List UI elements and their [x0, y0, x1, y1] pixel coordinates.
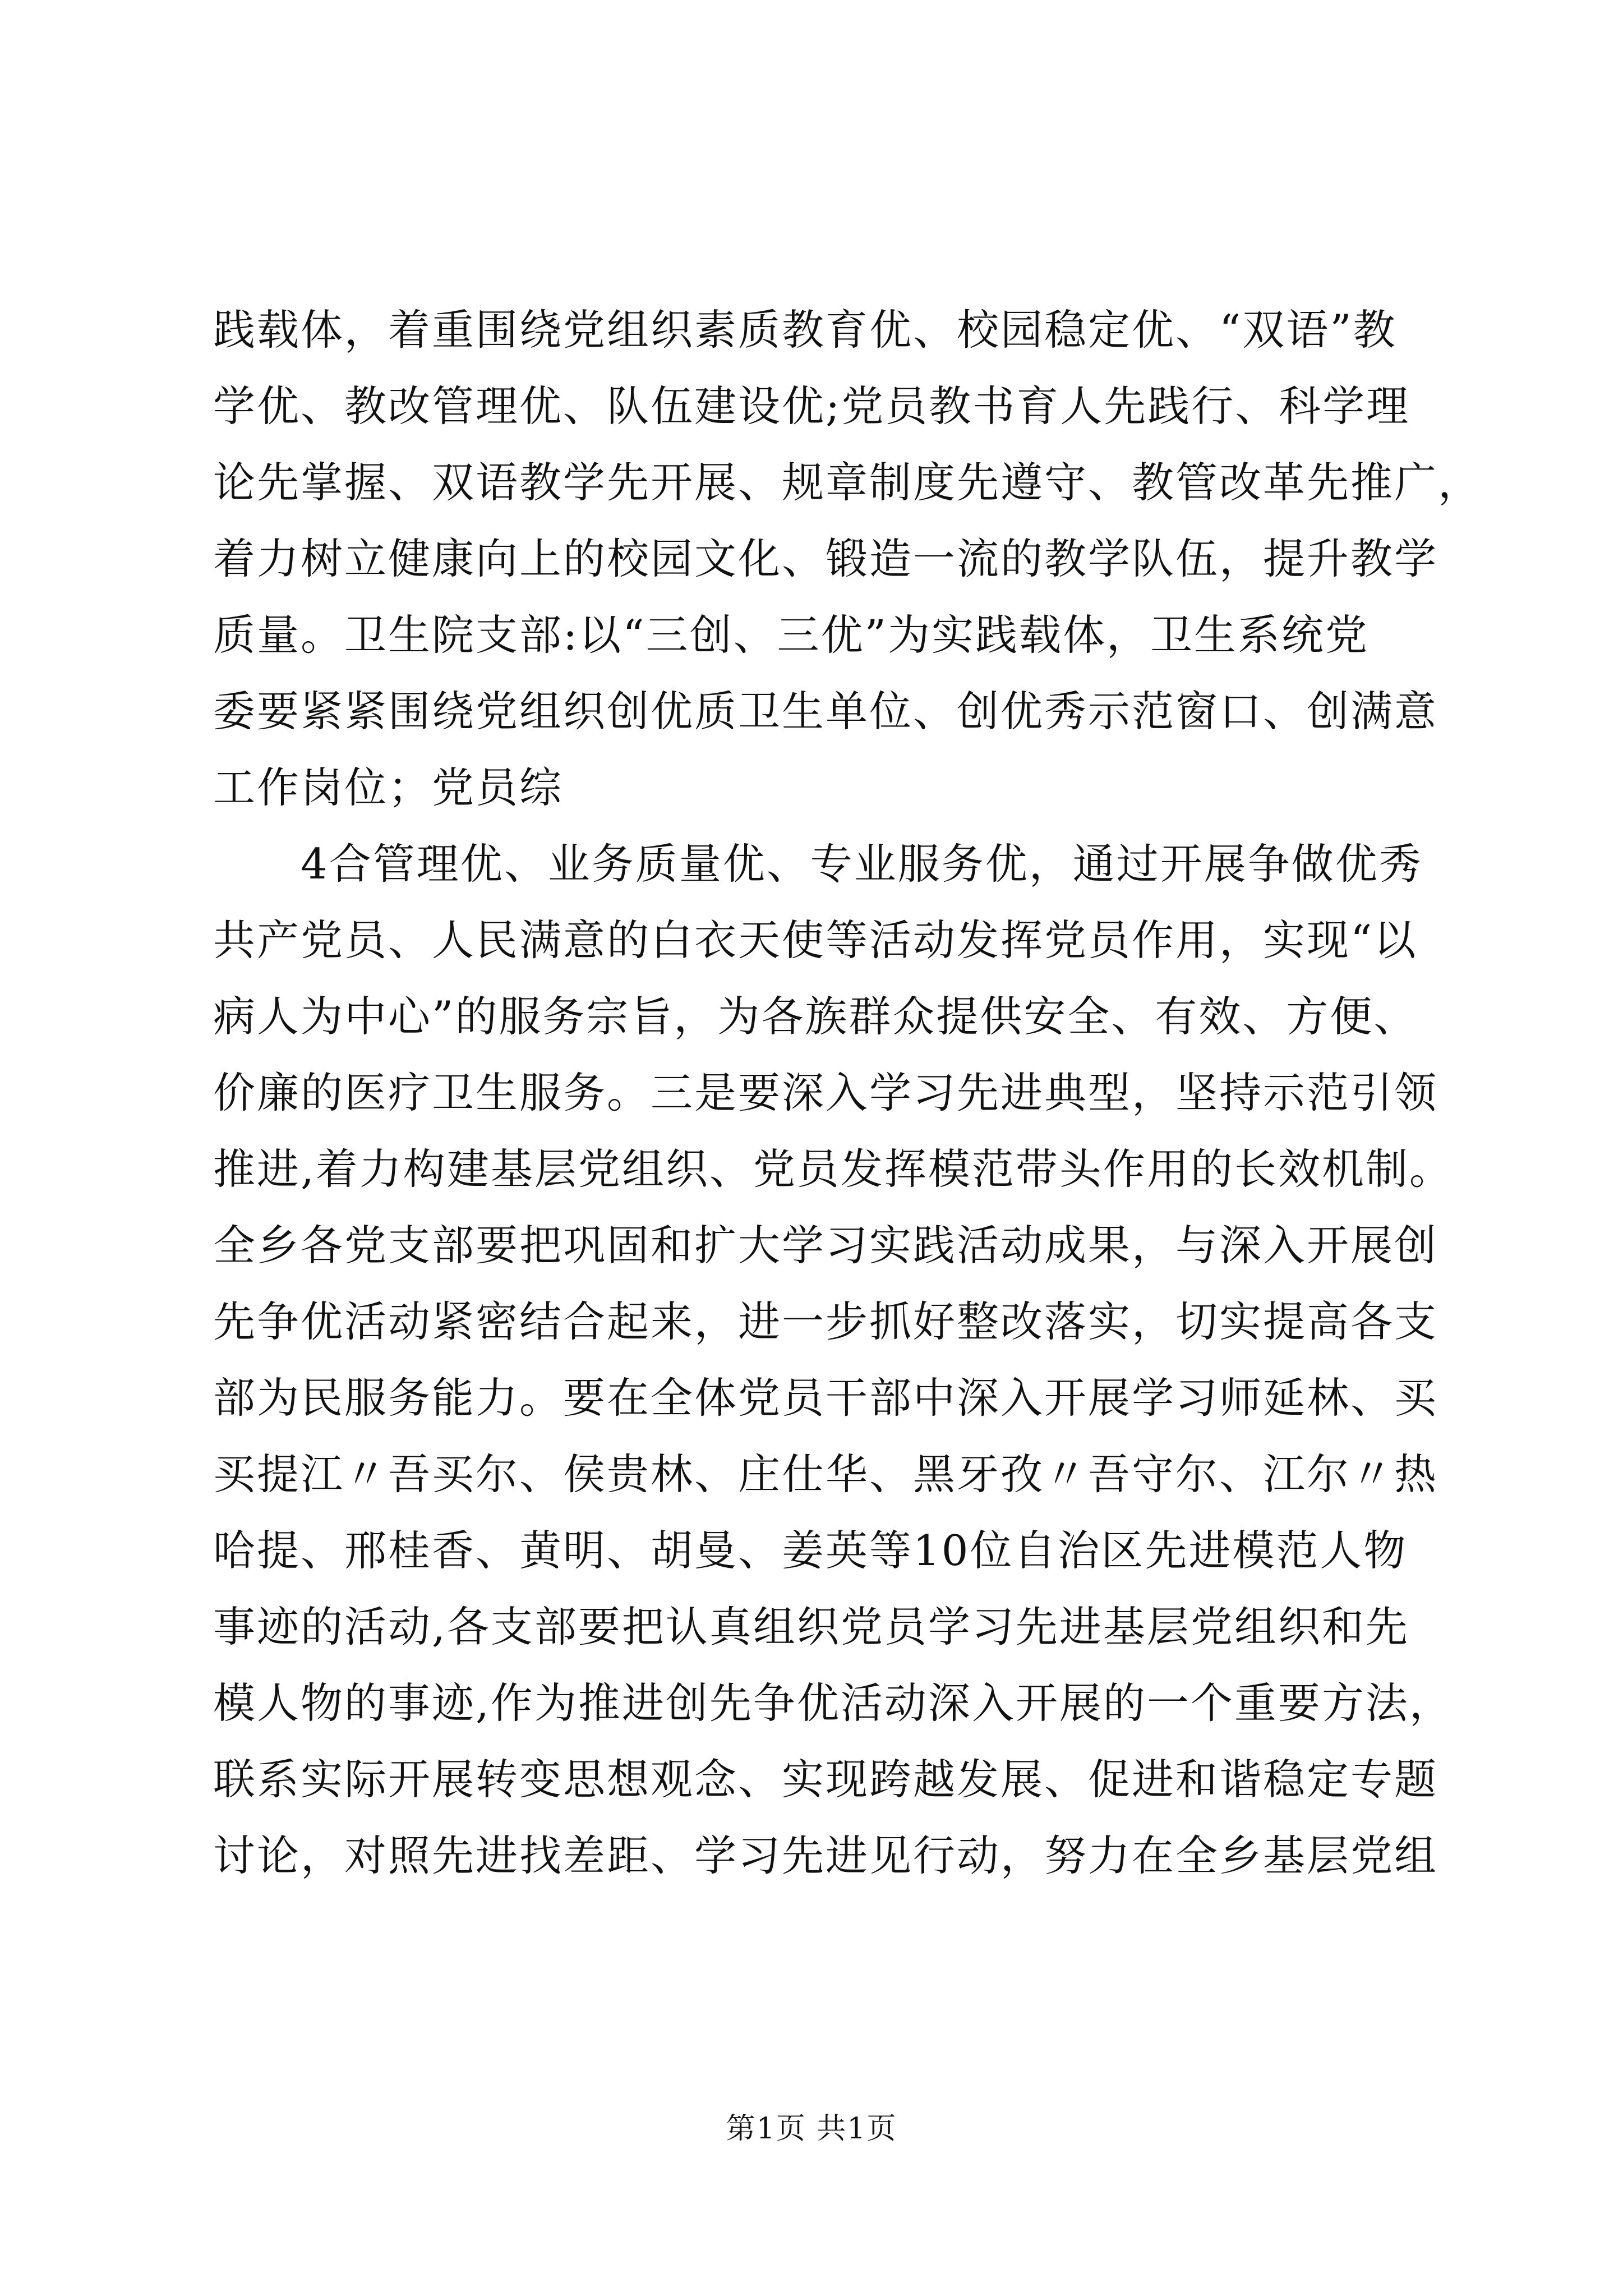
text-line: 践载体，着重围绕党组织素质教育优、校园稳定优、“双语”教 [213, 305, 1397, 355]
text-line: 先争优活动紧密结合起来，进一步抓好整改落实，切实提高各支 [213, 1297, 1438, 1346]
text-line: 病人为中心”的服务宗旨，为各族群众提供安全、有效、方便、 [213, 992, 1418, 1041]
text-line: 委要紧紧围绕党组织创优质卫生单位、创优秀示范窗口、创满意 [213, 687, 1438, 736]
text-line: 4合管理优、业务质量优、专业服务优，通过开展争做优秀 [213, 839, 1423, 889]
text-line: 事迹的活动,各支部要把认真组织党员学习先进基层党组织和先 [213, 1602, 1409, 1651]
text-line: 共产党员、人民满意的白衣天使等活动发挥党员作用，实现“以 [213, 915, 1418, 965]
text-line: 买提江〃吾买尔、侯贵林、庄仕华、黑牙孜〃吾守尔、江尔〃热 [213, 1450, 1438, 1499]
text-line: 部为民服务能力。要在全体党员干部中深入开展学习师延林、买 [213, 1373, 1438, 1423]
text-line: 工作岗位；党员综 [213, 763, 564, 812]
text-line: 模人物的事迹,作为推进创先争优活动深入开展的一个重要方法， [213, 1678, 1453, 1728]
text-line: 着力树立健康向上的校园文化、锻造一流的教学队伍，提升教学 [213, 534, 1438, 583]
text-line: 全乡各党支部要把巩固和扩大学习实践活动成果，与深入开展创 [213, 1221, 1438, 1270]
text-line: 质量。卫生院支部:以“三创、三优”为实践载体，卫生系统党 [213, 610, 1369, 660]
body-text [213, 292, 1482, 1894]
page-number-label: 第1页 共1页 [726, 2112, 897, 2146]
text-line: 推进,着力构建基层党组织、党员发挥模范带头作用的长效机制。 [213, 1144, 1453, 1194]
text-line: 联系实际开展转变思想观念、实现跨越发展、促进和谐稳定专题 [213, 1755, 1438, 1804]
page-footer [0, 2109, 1623, 2148]
text-line: 价廉的医疗卫生服务。三是要深入学习先进典型，坚持示范引领 [213, 1068, 1438, 1117]
text-line: 论先掌握、双语教学先开展、规章制度先遵守、教管改革先推广， [213, 458, 1482, 507]
text-line: 讨论，对照先进找差距、学习先进见行动，努力在全乡基层党组 [213, 1831, 1438, 1880]
text-line: 学优、教改管理优、队伍建设优;党员教书育人先践行、科学理 [213, 381, 1410, 431]
text-line: 哈提、邢桂香、黄明、胡曼、姜英等10位自治区先进模范人物 [213, 1526, 1408, 1575]
